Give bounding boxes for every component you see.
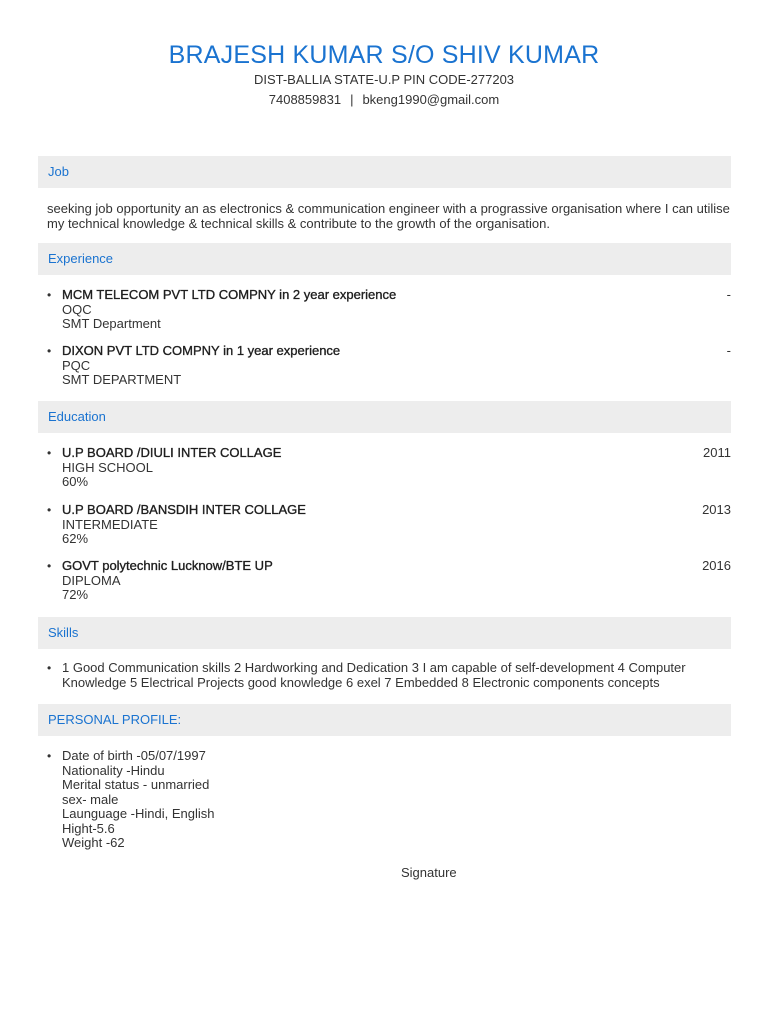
candidate-address: DIST-BALLIA STATE-U.P PIN CODE-277203 xyxy=(253,72,515,87)
education-institution: GOVT polytechnic Lucknow/BTE UP xyxy=(62,558,273,573)
experience-item xyxy=(47,344,731,388)
education-year: 2013 xyxy=(702,502,731,517)
education-level: DIPLOMA xyxy=(62,572,121,588)
contact-separator: | xyxy=(350,92,354,107)
bullet-icon: • xyxy=(47,503,52,517)
bullet-icon: • xyxy=(47,446,52,460)
education-score: 60% xyxy=(62,474,89,489)
job-objective-text: seeking job opportunity an as electronics & communication engineer with a prograssive organisation where I can utilise my technical knowledge & technical skills & contribute to the growth of the organisation. xyxy=(47,201,730,231)
experience-department: SMT DEPARTMENT xyxy=(62,372,182,387)
section-heading-experience: Experience xyxy=(38,243,731,275)
bullet-icon: • xyxy=(47,749,52,763)
phone-number: 7408859831 xyxy=(268,92,342,107)
education-year: 2016 xyxy=(702,558,731,573)
email-address: bkeng1990@gmail.com xyxy=(362,92,500,107)
nationality: Nationality -Hindu xyxy=(62,762,165,778)
bullet-icon: • xyxy=(47,559,52,573)
bullet-icon: • xyxy=(47,661,52,675)
experience-title: DIXON PVT LTD COMPNY in 1 year experience xyxy=(62,343,341,358)
education-level: HIGH SCHOOL xyxy=(62,459,154,475)
education-score: 72% xyxy=(62,587,89,602)
candidate-name: BRAJESH KUMAR S/O SHIV KUMAR xyxy=(168,41,600,69)
section-heading-job: Job xyxy=(38,156,731,188)
education-item xyxy=(47,559,731,603)
experience-dates: - xyxy=(726,287,731,302)
skills-text: 1 Good Communication skills 2 Hardworking and Dedication 3 I am capable of self-development 4 Computer Knowledge 5 Electrical Projects good knowledge 6 exel 7 Embedded 8 Electronic components concepts xyxy=(62,660,686,690)
skills-item xyxy=(47,661,731,690)
education-score: 62% xyxy=(62,531,89,546)
education-item xyxy=(47,446,731,490)
experience-department: SMT Department xyxy=(62,316,161,331)
experience-dates: - xyxy=(726,343,731,358)
experience-title: MCM TELECOM PVT LTD COMPNY in 2 year experience xyxy=(62,287,397,302)
education-item xyxy=(47,503,731,547)
bullet-icon: • xyxy=(47,344,52,358)
education-level: INTERMEDIATE xyxy=(62,516,158,532)
contact-line xyxy=(0,90,768,110)
experience-role: PQC xyxy=(62,357,91,373)
signature-label: Signature xyxy=(401,865,457,880)
experience-role: OQC xyxy=(62,301,92,317)
height: Hight-5.6 xyxy=(62,820,115,836)
resume-header xyxy=(0,0,768,110)
section-heading-skills: Skills xyxy=(38,617,731,649)
education-year: 2011 xyxy=(703,445,731,460)
date-of-birth: Date of birth -05/07/1997 xyxy=(62,748,206,763)
section-heading-personal-profile: PERSONAL PROFILE: xyxy=(38,704,731,736)
experience-item xyxy=(47,288,731,332)
marital-status: Merital status - unmarried xyxy=(62,777,210,792)
education-institution: U.P BOARD /BANSDIH INTER COLLAGE xyxy=(62,502,306,517)
weight: Weight -62 xyxy=(62,835,125,850)
personal-profile-item xyxy=(47,749,731,851)
language: Launguage -Hindi, English xyxy=(62,806,215,821)
education-institution: U.P BOARD /DIULI INTER COLLAGE xyxy=(62,445,282,460)
section-heading-education: Education xyxy=(38,401,731,433)
sex: sex- male xyxy=(62,791,119,807)
bullet-icon: • xyxy=(47,288,52,302)
